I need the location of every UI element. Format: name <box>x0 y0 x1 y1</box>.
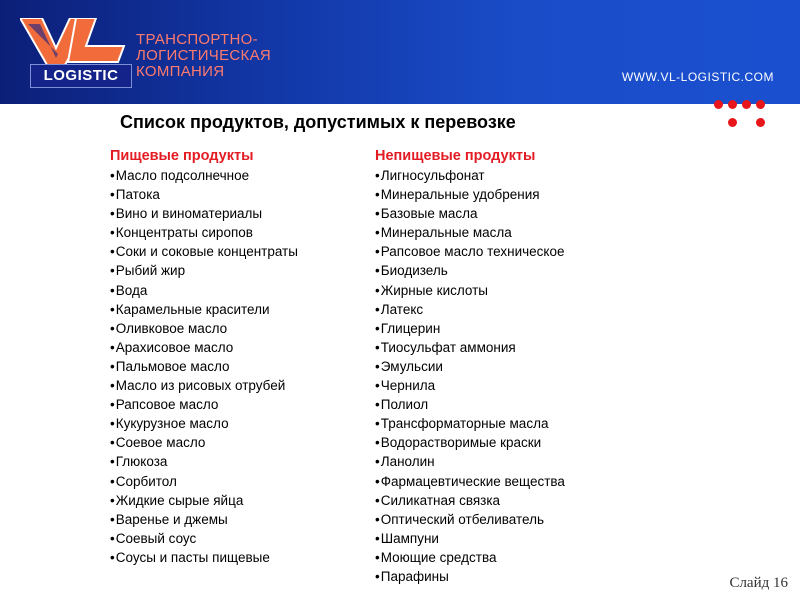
list-item: • Рапсовое масло техническое <box>375 242 565 261</box>
list-item: • Базовые масла <box>375 204 565 223</box>
company-name-line: КОМПАНИЯ <box>136 63 225 80</box>
company-name-line: ЛОГИСТИЧЕСКАЯ <box>136 47 272 64</box>
list-item: • Трансформаторные масла <box>375 414 565 433</box>
logo-wordmark: LOGISTIC <box>30 64 132 88</box>
list-item: • Варенье и джемы <box>110 510 298 529</box>
list-item: • Лигносульфонат <box>375 166 565 185</box>
list-item: • Тиосульфат аммония <box>375 338 565 357</box>
list-item: • Соевый соус <box>110 529 298 548</box>
list-item: • Ланолин <box>375 452 565 471</box>
list-item: • Жирные кислоты <box>375 281 565 300</box>
nonfood-products-list <box>375 146 565 586</box>
list-item: • Пальмовое масло <box>110 357 298 376</box>
list-item: • Полиол <box>375 395 565 414</box>
list-item: • Соусы и пасты пищевые <box>110 548 298 567</box>
list-item: • Глюкоза <box>110 452 298 471</box>
list-item: • Фармацевтические вещества <box>375 472 565 491</box>
list-item: • Шампуни <box>375 529 565 548</box>
nonfood-products-heading: Непищевые продукты <box>375 148 536 164</box>
list-item: • Эмульсии <box>375 357 565 376</box>
list-item: • Арахисовое масло <box>110 338 298 357</box>
company-name-line: ТРАНСПОРТНО- <box>136 31 258 48</box>
list-item: • Минеральные масла <box>375 223 565 242</box>
list-item: • Силикатная связка <box>375 491 565 510</box>
list-item: • Биодизель <box>375 261 565 280</box>
food-products-list <box>110 146 298 567</box>
slide-number: Слайд 16 <box>729 575 788 591</box>
list-item: • Вода <box>110 281 298 300</box>
food-products-heading: Пищевые продукты <box>110 148 254 164</box>
list-item: • Масло из рисовых отрубей <box>110 376 298 395</box>
list-item: • Рапсовое масло <box>110 395 298 414</box>
header-banner <box>0 0 800 104</box>
list-item: • Жидкие сырые яйца <box>110 491 298 510</box>
list-item: • Водорастворимые краски <box>375 433 565 452</box>
list-item: • Оптический отбеливатель <box>375 510 565 529</box>
list-item: • Кукурузное масло <box>110 414 298 433</box>
list-item: • Оливковое масло <box>110 319 298 338</box>
list-item: • Чернила <box>375 376 565 395</box>
list-item: • Соевое масло <box>110 433 298 452</box>
list-item: • Глицерин <box>375 319 565 338</box>
list-item: • Соки и соковые концентраты <box>110 242 298 261</box>
list-item: • Сорбитол <box>110 472 298 491</box>
list-item: • Парафины <box>375 567 565 586</box>
list-item: • Моющие средства <box>375 548 565 567</box>
list-item: • Латекс <box>375 300 565 319</box>
website-url: WWW.VL-LOGISTIC.COM <box>621 70 774 84</box>
list-item: • Вино и виноматериалы <box>110 204 298 223</box>
list-item: • Патока <box>110 185 298 204</box>
page-title: Список продуктов, допустимых к перевозке <box>120 112 516 132</box>
list-item: • Минеральные удобрения <box>375 185 565 204</box>
list-item: • Масло подсолнечное <box>110 166 298 185</box>
list-item: • Концентраты сиропов <box>110 223 298 242</box>
list-item: • Рыбий жир <box>110 261 298 280</box>
decorative-dots-icon <box>714 104 774 134</box>
list-item: • Карамельные красители <box>110 300 298 319</box>
company-name <box>136 32 271 80</box>
